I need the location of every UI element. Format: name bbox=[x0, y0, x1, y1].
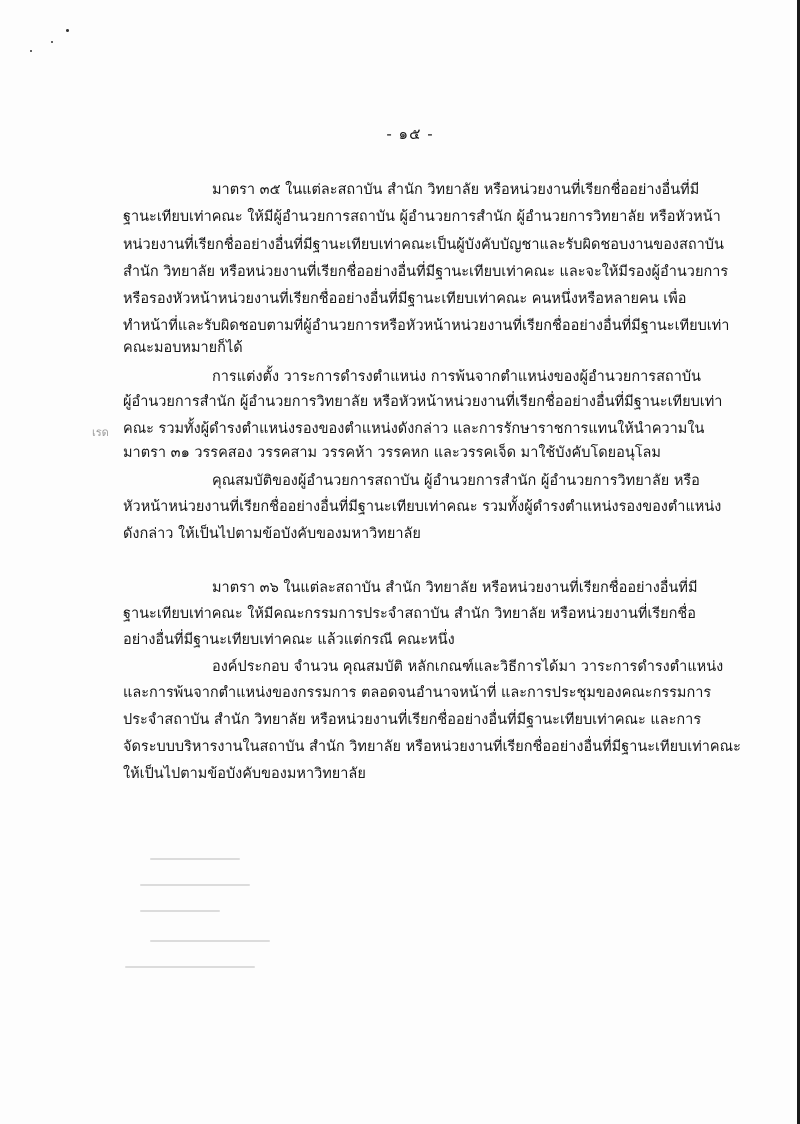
section-35-line: ทำหน้าที่และรับผิดชอบตามที่ผู้อำนวยการหรือหัวหน้าหน่วยงานที่เรียกชื่ออย่างอื่นที่มีฐานะเทียบเท่า bbox=[123, 318, 730, 334]
section-35-line: ผู้อำนวยการสำนัก ผู้อำนวยการวิทยาลัย หรือหัวหน้าหน่วยงานที่เรียกชื่ออย่างอื่นที่มีฐานะเทียบเท่า bbox=[123, 394, 723, 410]
scan-bleed-mark bbox=[125, 966, 255, 968]
section-36-line: ให้เป็นไปตามข้อบังคับของมหาวิทยาลัย bbox=[123, 766, 366, 782]
section-35-line: คณะ รวมทั้งผู้ดำรงตำแหน่งรองของตำแหน่งดังกล่าว และการรักษาราชการแทนให้นำความใน bbox=[123, 421, 705, 437]
scan-speck bbox=[30, 50, 32, 52]
scan-bleed-mark bbox=[140, 884, 250, 886]
section-36-line: และการพ้นจากตำแหน่งของกรรมการ ตลอดจนอำนาจหน้าที่ และการประชุมของคณะกรรมการ bbox=[123, 685, 712, 701]
scan-bleed-mark bbox=[150, 858, 240, 860]
section-35-line: ดังกล่าว ให้เป็นไปตามข้อบังคับของมหาวิทยาลัย bbox=[123, 526, 421, 542]
margin-mark: เรด bbox=[92, 426, 109, 439]
section-35-line: หัวหน้าหน่วยงานที่เรียกชื่ออย่างอื่นที่มีฐานะเทียบเท่าคณะ รวมทั้งผู้ดำรงตำแหน่งรองของตำแหน่ง bbox=[123, 499, 722, 515]
section-35-line: หรือรองหัวหน้าหน่วยงานที่เรียกชื่ออย่างอื่นที่มีฐานะเทียบเท่าคณะ คนหนึ่งหรือหลายคน เพื่อ bbox=[123, 291, 687, 307]
section-36-line: จัดระบบบริหารงานในสถาบัน สำนัก วิทยาลัย หรือหน่วยงานที่เรียกชื่ออย่างอื่นที่มีฐานะเทียบเท่าคณะ bbox=[123, 739, 741, 755]
section-35-line: การแต่งตั้ง วาระการดำรงตำแหน่ง การพ้นจากตำแหน่งของผู้อำนวยการสถาบัน bbox=[212, 369, 701, 385]
section-35-line: หน่วยงานที่เรียกชื่ออย่างอื่นที่มีฐานะเทียบเท่าคณะเป็นผู้บังคับบัญชาและรับผิดชอบงานของสถาบัน bbox=[123, 237, 724, 253]
section-36-line: ประจำสถาบัน สำนัก วิทยาลัย หรือหน่วยงานที่เรียกชื่ออย่างอื่นที่มีฐานะเทียบเท่าคณะ และการ bbox=[123, 712, 702, 728]
section-36-line: มาตรา ๓๖ ในแต่ละสถาบัน สำนัก วิทยาลัย หรือหน่วยงานที่เรียกชื่ออย่างอื่นที่มี bbox=[212, 580, 698, 596]
page-number: - ๑๕ - bbox=[386, 125, 434, 143]
section-35-line: มาตรา ๓๑ วรรคสอง วรรคสาม วรรคห้า วรรคหก และวรรคเจ็ด มาใช้บังคับโดยอนุโลม bbox=[123, 445, 661, 461]
scan-bleed-mark bbox=[140, 910, 220, 912]
section-35-line: มาตรา ๓๕ ในแต่ละสถาบัน สำนัก วิทยาลัย หรือหน่วยงานที่เรียกชื่ออย่างอื่นที่มี bbox=[212, 182, 700, 198]
section-36-line: องค์ประกอบ จำนวน คุณสมบัติ หลักเกณฑ์และวิธีการได้มา วาระการดำรงตำแหน่ง bbox=[212, 659, 724, 675]
scan-speck bbox=[51, 41, 53, 43]
section-36-line: ฐานะเทียบเท่าคณะ ให้มีคณะกรรมการประจำสถาบัน สำนัก วิทยาลัย หรือหน่วยงานที่เรียกชื่อ bbox=[123, 606, 696, 622]
section-35-line: ฐานะเทียบเท่าคณะ ให้มีผู้อำนวยการสถาบัน ผู้อำนวยการสำนัก ผู้อำนวยการวิทยาลัย หรือหัวหน้า bbox=[123, 209, 721, 225]
scan-speck bbox=[66, 29, 69, 32]
section-35-line: คุณสมบัติของผู้อำนวยการสถาบัน ผู้อำนวยการสำนัก ผู้อำนวยการวิทยาลัย หรือ bbox=[212, 473, 700, 489]
scan-bleed-mark bbox=[150, 940, 270, 942]
section-36-line: อย่างอื่นที่มีฐานะเทียบเท่าคณะ แล้วแต่กรณี คณะหนึ่ง bbox=[123, 632, 455, 648]
section-35-line: สำนัก วิทยาลัย หรือหน่วยงานที่เรียกชื่ออย่างอื่นที่มีฐานะเทียบเท่าคณะ และจะให้มีรองผู้อำนวยการ bbox=[123, 264, 729, 280]
section-35-line: คณะมอบหมายก็ได้ bbox=[123, 340, 243, 356]
